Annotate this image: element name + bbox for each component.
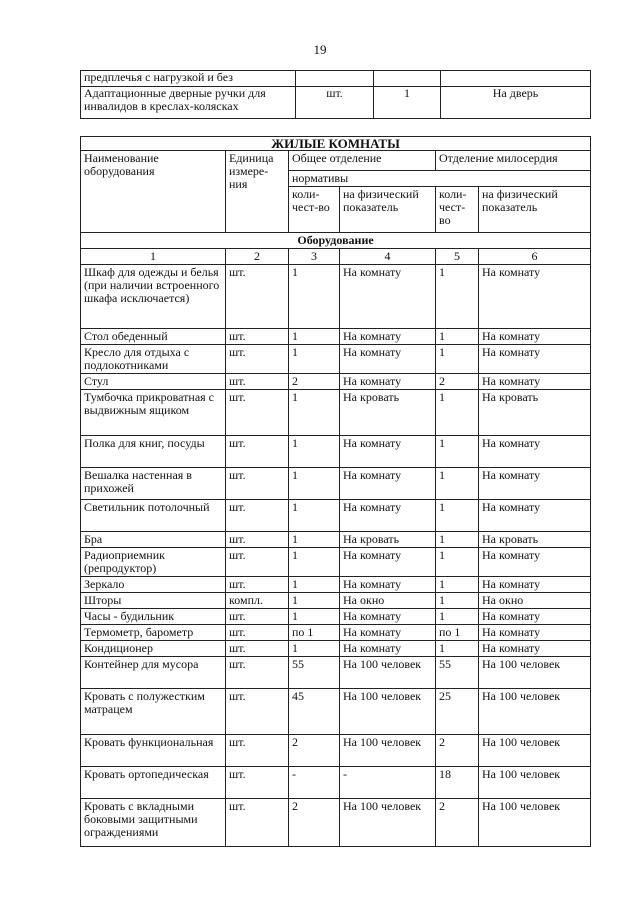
- cell-unit: шт.: [226, 609, 289, 625]
- cell-qty-general: 1: [289, 609, 340, 625]
- cell-qty-general: 55: [289, 657, 340, 689]
- cell-qty: [374, 71, 441, 87]
- page-number: 19: [313, 42, 327, 57]
- header-unit: Единица измере-ния: [226, 151, 289, 233]
- cell-norm-general: На 100 человек: [340, 735, 436, 767]
- cell-qty-general: 1: [289, 641, 340, 657]
- cell-unit: шт.: [226, 767, 289, 799]
- cell-qty-mercy: 1: [436, 609, 479, 625]
- cell-qty-general: 1: [289, 468, 340, 500]
- table-row: [81, 329, 591, 345]
- table-row: [81, 799, 591, 847]
- living-rooms-table: [80, 136, 591, 847]
- cell-norm-mercy: На комнату: [479, 436, 591, 468]
- table-row: [81, 625, 591, 641]
- table-row: [81, 548, 591, 577]
- cell-unit: шт.: [226, 436, 289, 468]
- table-row: [81, 265, 591, 329]
- cell-norm-mercy: На комнату: [479, 265, 591, 329]
- cell-unit: шт.: [226, 532, 289, 548]
- cell-name: Кондиционер: [81, 641, 226, 657]
- cell-norm: На дверь: [441, 87, 591, 119]
- cell-name: Шкаф для одежды и белья (при наличии встроенного шкафа исключается): [81, 265, 226, 329]
- cell-norm-general: На комнату: [340, 609, 436, 625]
- cell-name: Стул: [81, 374, 226, 390]
- cell-qty-general: 1: [289, 500, 340, 532]
- header-mercy: Отделение милосердия: [436, 151, 591, 171]
- cell-norm-mercy: На окно: [479, 593, 591, 609]
- cell-unit: [296, 71, 374, 87]
- cell-name: Кровать с вкладными боковыми защитными ограждениями: [81, 799, 226, 847]
- cell-qty-general: 1: [289, 265, 340, 329]
- cell-norm-mercy: На 100 человек: [479, 657, 591, 689]
- cell-unit: шт.: [226, 548, 289, 577]
- table-row: [81, 468, 591, 500]
- cell-unit: шт.: [226, 577, 289, 593]
- cell-qty-general: по 1: [289, 625, 340, 641]
- cell-qty-mercy: 55: [436, 657, 479, 689]
- cell-qty-mercy: 1: [436, 329, 479, 345]
- cell-unit: шт.: [226, 345, 289, 374]
- cell-unit: шт.: [226, 641, 289, 657]
- cell-norm-mercy: На комнату: [479, 548, 591, 577]
- cell-norm-general: На комнату: [340, 329, 436, 345]
- cell-norm-mercy: На комнату: [479, 500, 591, 532]
- cell-name: Бра: [81, 532, 226, 548]
- table-row: [81, 87, 591, 119]
- top-table: [80, 70, 591, 119]
- cell-qty-mercy: 2: [436, 799, 479, 847]
- cell-norm-general: На 100 человек: [340, 657, 436, 689]
- table-row: [81, 345, 591, 374]
- table-title: ЖИЛЫЕ КОМНАТЫ: [81, 137, 591, 151]
- table-row: [81, 374, 591, 390]
- cell-qty-mercy: 2: [436, 735, 479, 767]
- cell-qty-mercy: 1: [436, 436, 479, 468]
- cell-unit: шт.: [226, 657, 289, 689]
- cell-norm-general: На комнату: [340, 625, 436, 641]
- header-qty: коли-чест-во: [289, 187, 340, 233]
- cell-qty-general: 2: [289, 374, 340, 390]
- cell-unit: шт.: [226, 689, 289, 735]
- cell-name: Зеркало: [81, 577, 226, 593]
- cell-qty-general: 1: [289, 329, 340, 345]
- cell-unit: шт.: [226, 799, 289, 847]
- cell-norm-mercy: На комнату: [479, 374, 591, 390]
- cell-norm-mercy: На комнату: [479, 625, 591, 641]
- cell-name: Кровать функциональная: [81, 735, 226, 767]
- header-row: [81, 151, 591, 171]
- cell-unit: шт.: [226, 500, 289, 532]
- cell-norm-general: На кровать: [340, 390, 436, 436]
- table-row: [81, 71, 591, 87]
- cell-qty-general: 1: [289, 593, 340, 609]
- cell-norm-mercy: На комнату: [479, 577, 591, 593]
- col-number: 1: [81, 249, 226, 265]
- table-row: [81, 689, 591, 735]
- cell-norm-mercy: На комнату: [479, 609, 591, 625]
- cell-norm-mercy: На комнату: [479, 329, 591, 345]
- cell-norm-general: На комнату: [340, 577, 436, 593]
- table-row: [81, 735, 591, 767]
- cell-norm-mercy: На 100 человек: [479, 735, 591, 767]
- cell-qty-mercy: 1: [436, 468, 479, 500]
- cell-name: Адаптационные дверные ручки для инвалидов в креслах-колясках: [81, 87, 296, 119]
- cell-norm-mercy: На комнату: [479, 345, 591, 374]
- cell-qty-general: 1: [289, 577, 340, 593]
- cell-qty-general: 1: [289, 345, 340, 374]
- cell-name: Кровать с полужестким матрацем: [81, 689, 226, 735]
- col-number: 3: [289, 249, 340, 265]
- cell-qty-mercy: 1: [436, 390, 479, 436]
- header-phys: на физический показатель: [479, 187, 591, 233]
- cell-name: Шторы: [81, 593, 226, 609]
- cell-norm-general: На окно: [340, 593, 436, 609]
- cell-unit: шт.: [296, 87, 374, 119]
- cell-name: Кровать ортопедическая: [81, 767, 226, 799]
- cell-norm-general: На комнату: [340, 548, 436, 577]
- table-body: [81, 265, 591, 847]
- col-number: 4: [340, 249, 436, 265]
- cell-qty-general: 45: [289, 689, 340, 735]
- cell-qty-general: 2: [289, 799, 340, 847]
- cell-norm-general: На комнату: [340, 436, 436, 468]
- cell-unit: компл.: [226, 593, 289, 609]
- cell-qty-general: 1: [289, 436, 340, 468]
- cell-norm-mercy: На комнату: [479, 641, 591, 657]
- cell-norm-general: На 100 человек: [340, 689, 436, 735]
- cell-norm-mercy: На 100 человек: [479, 767, 591, 799]
- cell-name: Кресло для отдыха с подлокотниками: [81, 345, 226, 374]
- cell-norm-mercy: На кровать: [479, 532, 591, 548]
- col-number: 2: [226, 249, 289, 265]
- cell-qty-mercy: 1: [436, 532, 479, 548]
- table-row: [81, 390, 591, 436]
- cell-norm-general: -: [340, 767, 436, 799]
- col-number: 6: [479, 249, 591, 265]
- cell-qty-mercy: 1: [436, 345, 479, 374]
- table-row: [81, 657, 591, 689]
- table-row: [81, 436, 591, 468]
- cell-name: Тумбочка прикроватная с выдвижным ящиком: [81, 390, 226, 436]
- cell-norm-general: На комнату: [340, 500, 436, 532]
- cell-norm-general: На комнату: [340, 468, 436, 500]
- cell-norm-general: На комнату: [340, 374, 436, 390]
- cell-qty-mercy: 2: [436, 374, 479, 390]
- cell-name: Радиоприемник (репродуктор): [81, 548, 226, 577]
- cell-norm-general: На кровать: [340, 532, 436, 548]
- col-number: 5: [436, 249, 479, 265]
- cell-qty-mercy: по 1: [436, 625, 479, 641]
- cell-norm-mercy: На 100 человек: [479, 689, 591, 735]
- cell-norm-mercy: На 100 человек: [479, 799, 591, 847]
- cell-unit: шт.: [226, 390, 289, 436]
- cell-unit: шт.: [226, 329, 289, 345]
- cell-norm-general: На 100 человек: [340, 799, 436, 847]
- cell-unit: шт.: [226, 265, 289, 329]
- cell-qty-mercy: 18: [436, 767, 479, 799]
- cell-qty-mercy: 1: [436, 577, 479, 593]
- cell-qty-general: 1: [289, 390, 340, 436]
- cell-qty: 1: [374, 87, 441, 119]
- table-row: [81, 767, 591, 799]
- cell-qty-mercy: 1: [436, 593, 479, 609]
- cell-unit: шт.: [226, 374, 289, 390]
- cell-qty-mercy: 1: [436, 548, 479, 577]
- table-row: [81, 609, 591, 625]
- cell-norm-general: На комнату: [340, 641, 436, 657]
- cell-qty-general: 1: [289, 532, 340, 548]
- cell-qty-mercy: 1: [436, 500, 479, 532]
- cell-norm: [441, 71, 591, 87]
- table-row: [81, 577, 591, 593]
- section-title: Оборудование: [81, 233, 591, 249]
- cell-name: Вешалка настенная в прихожей: [81, 468, 226, 500]
- cell-norm-general: На комнату: [340, 345, 436, 374]
- column-numbers-row: [81, 249, 591, 265]
- table-row: [81, 641, 591, 657]
- header-norms: нормативы: [289, 171, 591, 187]
- header-phys: на физический показатель: [340, 187, 436, 233]
- table-title-row: [81, 137, 591, 151]
- cell-qty-general: -: [289, 767, 340, 799]
- cell-name: Светильник потолочный: [81, 500, 226, 532]
- cell-name: Стол обеденный: [81, 329, 226, 345]
- header-general: Общее отделение: [289, 151, 436, 171]
- cell-name: Часы - будильник: [81, 609, 226, 625]
- cell-unit: шт.: [226, 735, 289, 767]
- table-row: [81, 500, 591, 532]
- table-row: [81, 593, 591, 609]
- cell-qty-general: 1: [289, 548, 340, 577]
- cell-norm-general: На комнату: [340, 265, 436, 329]
- header-qty: коли-чест-во: [436, 187, 479, 233]
- cell-unit: шт.: [226, 468, 289, 500]
- header-name: Наименование оборудования: [81, 151, 226, 233]
- section-row: [81, 233, 591, 249]
- cell-qty-mercy: 1: [436, 641, 479, 657]
- cell-norm-mercy: На комнату: [479, 468, 591, 500]
- table-row: [81, 532, 591, 548]
- cell-name: Полка для книг, посуды: [81, 436, 226, 468]
- cell-qty-general: 2: [289, 735, 340, 767]
- cell-norm-mercy: На кровать: [479, 390, 591, 436]
- cell-unit: шт.: [226, 625, 289, 641]
- cell-qty-mercy: 1: [436, 265, 479, 329]
- cell-qty-mercy: 25: [436, 689, 479, 735]
- cell-name: Контейнер для мусора: [81, 657, 226, 689]
- cell-name: Термометр, барометр: [81, 625, 226, 641]
- cell-name: предплечья с нагрузкой и без: [81, 71, 296, 87]
